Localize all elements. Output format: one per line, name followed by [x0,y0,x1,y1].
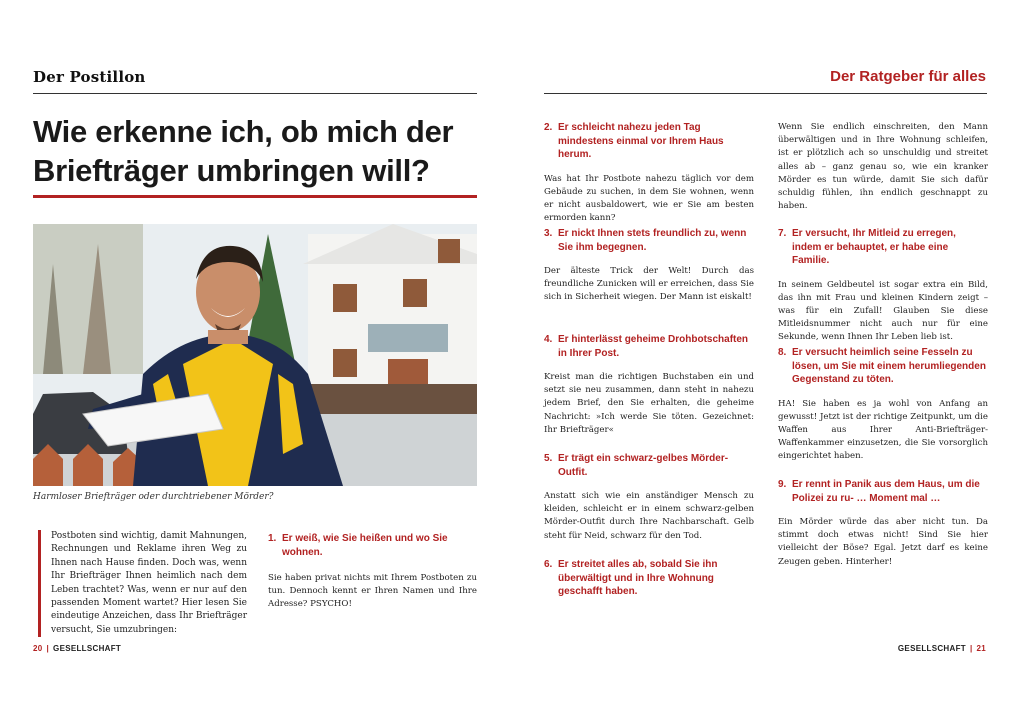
item-title: 4. Er hinterlässt geheime Drohbotschaften in Ihrer Post. [544,334,749,359]
item-text: Kreist man die richtigen Buchstaben ein und setzt sie neu zusammen, dann steht in nahezu jedem Brief, den Sie erhalten, die geheime Nachricht: »Ich werde Sie töten. Gezeichnet: Ihr Briefträger« [544,372,754,435]
photo-caption: Harmloser Briefträger oder durchtriebener Mörder? [33,492,274,502]
page-number: 21 [976,644,986,653]
footer-section: GESELLSCHAFT [53,644,122,653]
item-title: 3. Er nickt Ihnen stets freundlich zu, wenn Sie ihm begegnen. [544,228,747,253]
item-title: 5. Er trägt ein schwarz-gelbes Mörder-Outfit. [544,453,729,478]
mailman-photo [33,224,477,486]
headline-underline [33,195,477,198]
item-title: 9. Er rennt in Panik aus dem Haus, um die Polizei zu ru- … Moment mal … [778,479,980,504]
item-text: HA! Sie haben es ja wohl von Anfang an gewusst! Jetzt ist der richtige Zeitpunkt, um die Waffen aus Ihrer Anti-Briefträger-Waffenkammer einzusetzen, die Sie vorsorglich eingerichtet haben. [778,398,988,462]
list-item [268,532,477,612]
list-item [778,478,988,569]
item-text: In seinem Geldbeutel ist sogar extra ein Bild, das ihn mit Frau und kleinen Kindern zeigt – was für ein Zufall! Glauben Sie diese Mitleidsnummer nicht auch nur für eine Sekunde, wenn Ihnen Ihr Leben lieb ist. [778,279,988,343]
item-text: Der älteste Trick der Welt! Durch das freundliche Zunicken will er erreichen, dass Sie sich in Sicherheit wiegen. Der Mann ist eiskalt! [544,266,754,303]
item-title: 2. Er schleicht nahezu jeden Tag mindestens einmal vor Ihrem Haus herum. [544,122,724,160]
list-item [544,452,754,543]
item-title: 6. Er streitet alles ab, sobald Sie ihn überwältigt und in Ihre Wohnung geschafft haben. [544,559,718,597]
item-text: Sie haben privat nichts mit Ihrem Postboten zu tun. Dennoch kennt er Ihren Namen und Ihre Adresse? PSYCHO! [268,573,477,610]
list-item [544,121,754,225]
list-item [544,333,754,437]
page-number: 20 [33,644,43,653]
item-text: Ein Mörder würde das aber nicht tun. Da stimmt doch etwas nicht! Sind Sie hier vielleicht der Böse? Egal. Jetzt darf es keine Zeugen geben. Hinterher! [778,517,988,567]
item-title: 7. Er versucht, Ihr Mitleid zu erregen, indem er behauptet, er habe eine Familie. [778,228,956,266]
footer-section: GESELLSCHAFT [897,644,966,653]
section-title: Der Ratgeber für alles [830,68,986,85]
list-item [544,558,754,599]
item-text: Was hat Ihr Postbote nahezu täglich vor dem Gebäude zu suchen, in dem Sie wohnen, wenn er nicht ausbaldowert, wie er Sie am besten ermorden kann? [544,173,754,224]
page-headline: Wie erkenne ich, ob mich der Briefträger umbringen will? [33,114,454,188]
item-text: Anstatt sich wie ein anständiger Mensch zu kleiden, schleicht er in einem schwarz-gelben Mörder-Outfit durch Ihre Nachbarschaft. Gelb steht für Neid, schwarz für den Tod. [544,491,754,541]
header-rule-right [544,93,987,94]
item-text-continued: Wenn Sie endlich einschreiten, den Mann überwältigen und in Ihre Wohnung schleifen, ist er plötzlich ach so unschuldig und streitet alles ab – ganz genau so, wie ein kranker Mörder es tun würde, damit Sie sich dafür schuldig fühlen, ihn endlich geschnappt zu haben. [778,122,988,212]
page-footer-right: GESELLSCHAFT | 21 [897,644,986,653]
item-title: 1. Er weiß, wie Sie heißen und wo Sie wohnen. [268,533,448,558]
page-footer-left: 20 | GESELLSCHAFT [33,644,122,653]
list-item [778,227,988,345]
list-item [544,227,754,305]
item-title: 8. Er versucht heimlich seine Fesseln zu lösen, um Sie mit einem herumliegenden Gegenstand zu töten. [778,347,986,385]
list-item [778,346,988,464]
masthead-logo: Der Postillon [33,68,146,86]
intro-paragraph: Postboten sind wichtig, damit Mahnungen, Rechnungen und Reklame ihren Weg zu Ihnen nach Hause finden. Doch was, wenn Ihr Briefträger Ihnen heimlich nach dem Leben trachtet? Was, wenn er nur auf den passenden Moment wartet? Hier lesen Sie eindeutige Anzeichen, dass Ihr Briefträger versucht, Sie umzubringen: [38,530,247,637]
header-rule-left [33,93,477,94]
